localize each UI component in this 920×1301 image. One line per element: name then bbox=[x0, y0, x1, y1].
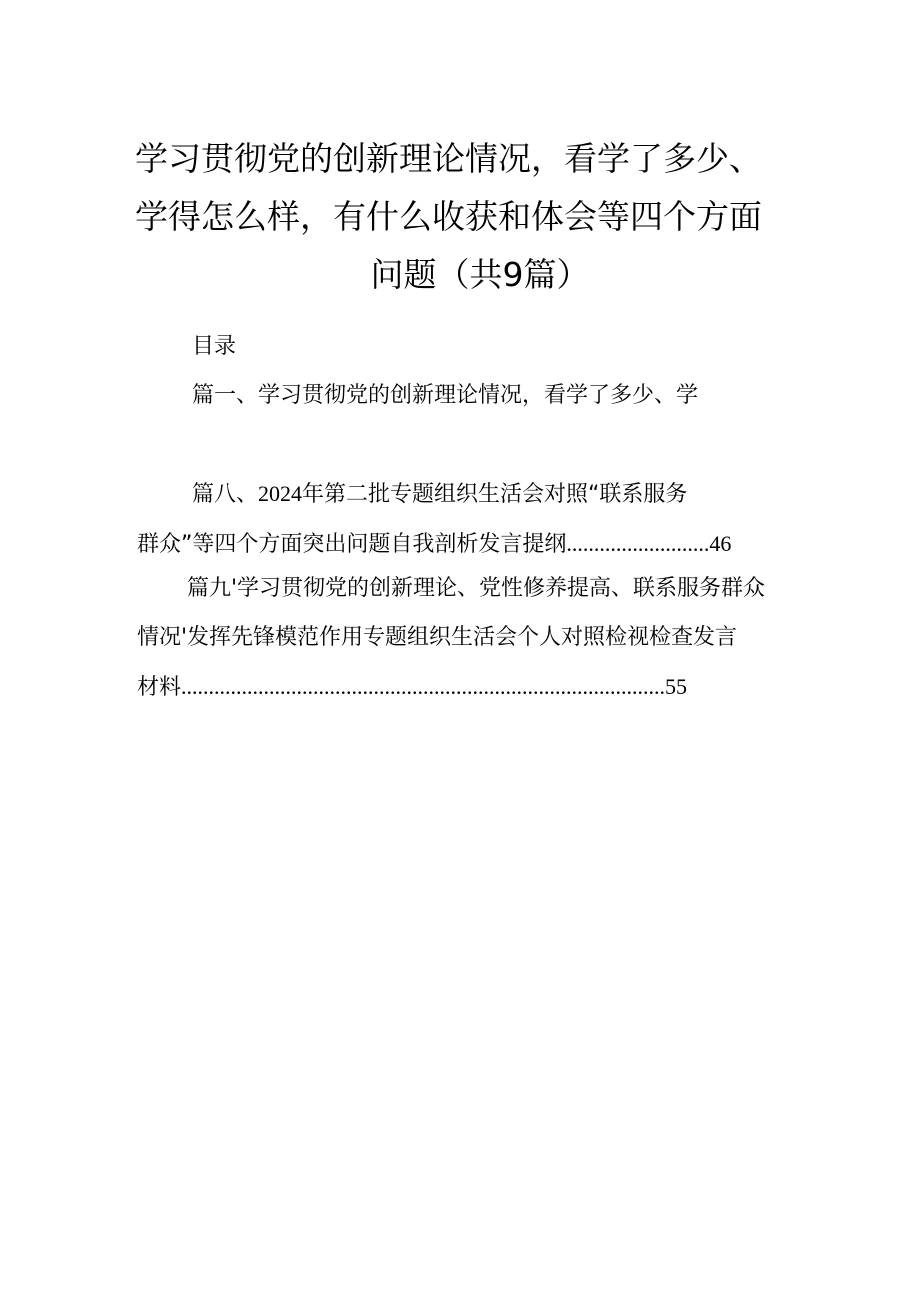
toc-entry-8[interactable] bbox=[137, 469, 777, 569]
toc-entry-1[interactable] bbox=[137, 371, 777, 420]
toc-entry-9-line-2: 情况'发挥先锋模范作用专题组织生活会个人对照检视检查发言 bbox=[137, 625, 738, 650]
toc-leader-dots: ........................................................................................ bbox=[181, 674, 666, 699]
document-title bbox=[135, 130, 785, 304]
toc-entry-8-text: 群众”等四个方面突出问题自我剖析发言提纲 bbox=[137, 532, 567, 557]
toc-entry-9-line-3 bbox=[137, 662, 777, 712]
toc-entry-9-text: 材料 bbox=[137, 675, 182, 700]
toc-entry-8-rest: 年第二批专题组织生活会对照“联系服务 bbox=[302, 482, 688, 507]
toc-entry-8-year: 2024 bbox=[258, 481, 303, 506]
toc-page-number: 55 bbox=[665, 674, 688, 699]
toc-entry-9-line-1: 篇九'学习贯彻党的创新理论、党性修养提高、联系服务群众 bbox=[187, 576, 766, 601]
title-line-3: 问题（共9篇） bbox=[370, 255, 590, 294]
toc-entry-9[interactable] bbox=[137, 564, 777, 712]
toc-entry-8-line-2 bbox=[137, 519, 777, 569]
toc-entry-1-line-1: 篇一、学习贯彻党的创新理论情况，看学了多少、学 bbox=[192, 383, 699, 408]
toc-leader-dots: .......................... bbox=[566, 531, 710, 556]
title-line-1: 学习贯彻党的创新理论情况，看学了多少、 bbox=[135, 139, 762, 178]
toc-entry-8-line-1 bbox=[137, 469, 777, 519]
title-line-2: 学得怎么样，有什么收获和体会等四个方面 bbox=[135, 197, 762, 236]
toc-page-number: 46 bbox=[709, 531, 732, 556]
toc-heading: 目录 bbox=[192, 334, 237, 359]
toc-entry-8-prefix: 篇八、 bbox=[192, 482, 259, 507]
